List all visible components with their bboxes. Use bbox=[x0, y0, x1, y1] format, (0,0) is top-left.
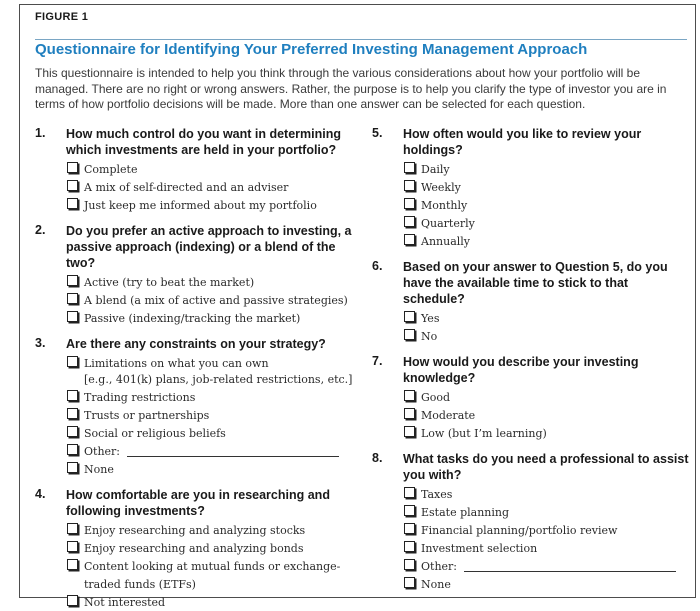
option-label: Annually bbox=[421, 235, 471, 248]
checkbox-icon[interactable] bbox=[67, 523, 78, 534]
checkbox-icon[interactable] bbox=[67, 356, 78, 367]
option-label: No bbox=[421, 330, 438, 343]
checkbox-icon[interactable] bbox=[67, 595, 78, 606]
question-3 bbox=[35, 336, 355, 478]
option-item[interactable] bbox=[404, 406, 690, 424]
option-label: Financial planning/portfolio review bbox=[421, 524, 618, 537]
question-text: Do you prefer an active approach to investing, a passive approach (indexing) or a blend of the two? bbox=[66, 224, 352, 270]
option-item[interactable] bbox=[67, 539, 355, 557]
question-text: How would you describe your investing knowledge? bbox=[403, 355, 639, 385]
option-label: Enjoy researching and analyzing bonds bbox=[84, 541, 304, 555]
checkbox-icon[interactable] bbox=[404, 180, 415, 191]
option-item[interactable] bbox=[67, 291, 355, 309]
option-item-other[interactable] bbox=[67, 442, 355, 460]
question-text: How often would you like to review your holdings? bbox=[403, 127, 642, 157]
checkbox-icon[interactable] bbox=[67, 541, 78, 552]
option-label: Not interested bbox=[84, 595, 166, 609]
option-label: Other: bbox=[421, 560, 457, 573]
question-text: How much control do you want in determining which investments are held in your portfolio? bbox=[66, 127, 341, 157]
option-item[interactable] bbox=[404, 160, 690, 178]
checkbox-icon[interactable] bbox=[67, 180, 78, 191]
option-label: A blend (a mix of active and passive strategies) bbox=[84, 294, 348, 307]
question-5 bbox=[372, 126, 690, 250]
option-label: Enjoy researching and analyzing stocks bbox=[84, 523, 306, 537]
other-text-field[interactable] bbox=[464, 571, 676, 572]
option-label: Low (but I’m learning) bbox=[421, 427, 547, 440]
checkbox-icon[interactable] bbox=[67, 408, 78, 419]
option-list bbox=[67, 273, 355, 327]
option-item[interactable] bbox=[404, 521, 690, 539]
option-item[interactable] bbox=[67, 196, 355, 214]
option-item[interactable] bbox=[404, 485, 690, 503]
checkbox-icon[interactable] bbox=[67, 390, 78, 401]
option-item[interactable] bbox=[67, 521, 355, 539]
questions-right-column bbox=[372, 126, 690, 593]
option-item[interactable] bbox=[67, 460, 355, 478]
option-label: Limitations on what you can own bbox=[84, 357, 269, 370]
option-list bbox=[404, 485, 690, 593]
option-label: Trusts or partnerships bbox=[84, 408, 210, 422]
option-item[interactable] bbox=[404, 539, 690, 557]
option-list bbox=[67, 354, 355, 478]
checkbox-icon[interactable] bbox=[67, 426, 78, 437]
question-2 bbox=[35, 223, 355, 327]
option-label: Investment selection bbox=[421, 542, 538, 555]
question-7 bbox=[372, 354, 690, 442]
option-detail: [e.g., 401(k) plans, job-related restrictions, etc.] bbox=[84, 373, 353, 386]
checkbox-icon[interactable] bbox=[404, 216, 415, 227]
option-item[interactable] bbox=[67, 388, 355, 406]
page-title: Questionnaire for Identifying Your Preferred Investing Management Approach bbox=[35, 41, 588, 58]
option-item[interactable] bbox=[67, 160, 355, 178]
question-text: Are there any constraints on your strategy? bbox=[66, 337, 326, 351]
option-label: Good bbox=[421, 391, 451, 404]
checkbox-icon[interactable] bbox=[404, 162, 415, 173]
option-label: None bbox=[421, 578, 451, 591]
question-number: 1. bbox=[35, 126, 46, 140]
checkbox-icon[interactable] bbox=[404, 505, 415, 516]
option-label: Quarterly bbox=[421, 217, 475, 230]
title-divider bbox=[35, 39, 687, 40]
option-item[interactable] bbox=[404, 575, 690, 593]
option-label: Yes bbox=[421, 312, 440, 325]
option-label: Monthly bbox=[421, 199, 468, 212]
question-4 bbox=[35, 487, 355, 611]
checkbox-icon[interactable] bbox=[404, 577, 415, 588]
option-item[interactable] bbox=[404, 388, 690, 406]
checkbox-icon[interactable] bbox=[67, 462, 78, 473]
question-number: 2. bbox=[35, 223, 46, 237]
question-text: What tasks do you need a professional to assist you with? bbox=[403, 452, 689, 482]
question-number: 4. bbox=[35, 486, 46, 501]
figure-label: FIGURE 1 bbox=[35, 11, 89, 23]
checkbox-icon[interactable] bbox=[67, 162, 78, 173]
checkbox-icon[interactable] bbox=[404, 390, 415, 401]
option-label: Trading restrictions bbox=[84, 390, 196, 404]
checkbox-icon[interactable] bbox=[404, 541, 415, 552]
checkbox-icon[interactable] bbox=[404, 426, 415, 437]
option-item[interactable] bbox=[404, 214, 690, 232]
option-label: Complete bbox=[84, 163, 138, 176]
checkbox-icon[interactable] bbox=[404, 487, 415, 498]
option-item[interactable] bbox=[67, 309, 355, 327]
option-label: Other: bbox=[84, 444, 120, 458]
option-list bbox=[404, 388, 690, 442]
figure-panel bbox=[19, 4, 696, 609]
option-label: Moderate bbox=[421, 409, 476, 422]
option-list bbox=[67, 160, 355, 214]
question-6 bbox=[372, 259, 690, 345]
question-text: Based on your answer to Question 5, do you have the available time to stick to that schedule? bbox=[403, 260, 668, 306]
option-label: None bbox=[84, 462, 114, 476]
option-label: Content looking at mutual funds or exchange-traded funds (ETFs) bbox=[84, 559, 341, 591]
option-item[interactable] bbox=[67, 557, 355, 593]
option-label: Estate planning bbox=[421, 506, 510, 519]
checkbox-icon[interactable] bbox=[404, 408, 415, 419]
question-number: 3. bbox=[35, 336, 46, 350]
option-label: Weekly bbox=[421, 181, 461, 194]
checkbox-icon[interactable] bbox=[67, 444, 78, 455]
option-label: Taxes bbox=[421, 488, 453, 501]
question-number: 8. bbox=[372, 451, 383, 465]
checkbox-icon[interactable] bbox=[404, 311, 415, 322]
checkbox-icon[interactable] bbox=[67, 311, 78, 322]
question-8 bbox=[372, 451, 690, 593]
option-item[interactable] bbox=[67, 593, 355, 611]
option-label: Just keep me informed about my portfolio bbox=[84, 199, 317, 212]
questions-left-column bbox=[35, 126, 355, 611]
option-item[interactable] bbox=[404, 232, 690, 250]
option-list bbox=[67, 521, 355, 611]
question-number: 5. bbox=[372, 126, 383, 140]
checkbox-icon[interactable] bbox=[67, 559, 78, 570]
checkbox-icon[interactable] bbox=[67, 198, 78, 209]
option-item[interactable] bbox=[404, 178, 690, 196]
other-text-field[interactable] bbox=[127, 456, 339, 457]
option-item[interactable] bbox=[404, 196, 690, 214]
option-item[interactable] bbox=[404, 327, 690, 345]
checkbox-icon[interactable] bbox=[404, 329, 415, 340]
option-label: Passive (indexing/tracking the market) bbox=[84, 312, 301, 325]
option-label: Social or religious beliefs bbox=[84, 426, 226, 440]
checkbox-icon[interactable] bbox=[67, 293, 78, 304]
checkbox-icon[interactable] bbox=[404, 234, 415, 245]
question-number: 7. bbox=[372, 354, 383, 368]
checkbox-icon[interactable] bbox=[404, 523, 415, 534]
checkbox-icon[interactable] bbox=[67, 275, 78, 286]
intro-paragraph: This questionnaire is intended to help you think through the various considerations about how your portfolio will be managed. There are no right or wrong answers. Rather, the purpose is to help you clarify the type of investor you are in terms of how portfolio decisions will be made. More than one answer can be selected for each question. bbox=[35, 66, 667, 111]
checkbox-icon[interactable] bbox=[404, 559, 415, 570]
option-item[interactable] bbox=[67, 354, 355, 388]
question-1 bbox=[35, 126, 355, 214]
option-label: Daily bbox=[421, 163, 450, 176]
option-item[interactable] bbox=[404, 424, 690, 442]
option-item[interactable] bbox=[67, 424, 355, 442]
option-item[interactable] bbox=[67, 273, 355, 291]
option-item[interactable] bbox=[404, 503, 690, 521]
option-label: Active (try to beat the market) bbox=[84, 276, 255, 289]
question-number: 6. bbox=[372, 259, 383, 273]
checkbox-icon[interactable] bbox=[404, 198, 415, 209]
option-item[interactable] bbox=[67, 178, 355, 196]
option-item[interactable] bbox=[67, 406, 355, 424]
option-list bbox=[404, 160, 690, 250]
option-list bbox=[404, 309, 690, 345]
option-label: A mix of self-directed and an adviser bbox=[84, 181, 289, 194]
question-text: How comfortable are you in researching and following investments? bbox=[66, 487, 330, 518]
option-item[interactable] bbox=[404, 309, 690, 327]
option-item-other[interactable] bbox=[404, 557, 690, 575]
